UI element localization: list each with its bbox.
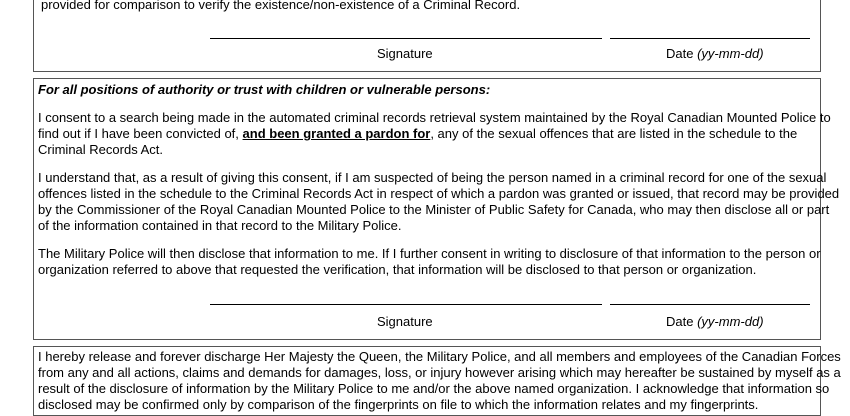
date-label-2 — [666, 314, 764, 330]
date-label-1 — [666, 46, 764, 62]
consent-p3-line2: organization referred to above that requested the verification, that information will be disclosed to that person or organization. — [38, 262, 757, 277]
consent-p2-line3: by the Commissioner of the Royal Canadian Mounted Police to the Minister of Public Safety for Canada, who may then disclose all or part — [38, 202, 830, 217]
date-word: Date — [666, 46, 694, 61]
signature-label-2: Signature — [377, 314, 433, 329]
release-line2: from any and all actions, claims and demands for damages, loss, or injury however arising which may hereafter be sustained by myself as a — [38, 365, 841, 380]
date-word: Date — [666, 314, 694, 329]
date-format: (yy-mm-dd) — [697, 46, 764, 61]
consent-p1-line2-c: , any of the sexual offences that are listed in the schedule to the — [430, 126, 798, 141]
signature-line-1[interactable] — [210, 38, 602, 39]
consent-heading: For all positions of authority or trust with children or vulnerable persons: — [38, 82, 491, 97]
signature-label-1: Signature — [377, 46, 433, 61]
consent-p1-line3: Criminal Records Act. — [38, 142, 163, 157]
date-line-1[interactable] — [610, 38, 810, 39]
release-line3: result of the disclosure of information by the Military Police to me and/or the above named organization. I acknowledge that information so — [38, 381, 830, 396]
consent-p1-line1: I consent to a search being made in the automated criminal records retrieval system maintained by the Royal Canadian Mounted Police to — [38, 110, 831, 125]
consent-p1-line2-a: find out if I have been convicted of, — [38, 126, 243, 141]
release-line1: I hereby release and forever discharge Her Majesty the Queen, the Military Police, and all members and employees of the Canadian Forces — [38, 349, 841, 364]
consent-p2-line4: of the information contained in that record to the Military Police. — [38, 218, 402, 233]
section-top-text: provided for comparison to verify the existence/non-existence of a Criminal Record. — [41, 0, 521, 12]
consent-p2-line1: I understand that, as a result of giving this consent, if I am suspected of being the person named in a criminal record for one of the sexual — [38, 170, 827, 185]
release-line4: disclosed may be confirmed only by comparison of the fingerprints on file to which the information relates and my fingerprints. — [38, 397, 759, 412]
consent-p3-line1: The Military Police will then disclose that information to me. If I further consent in writing to disclosure of that information to the person or — [38, 246, 821, 261]
consent-p1-line2 — [38, 126, 797, 142]
pardon-emphasis: and been granted a pardon for — [242, 126, 431, 141]
consent-p2-line2: offences listed in the schedule to the Criminal Records Act in respect of which a pardon was granted or issued, that record may be provided — [38, 186, 840, 201]
signature-line-2[interactable] — [210, 304, 602, 305]
date-format: (yy-mm-dd) — [697, 314, 764, 329]
date-line-2[interactable] — [610, 304, 810, 305]
